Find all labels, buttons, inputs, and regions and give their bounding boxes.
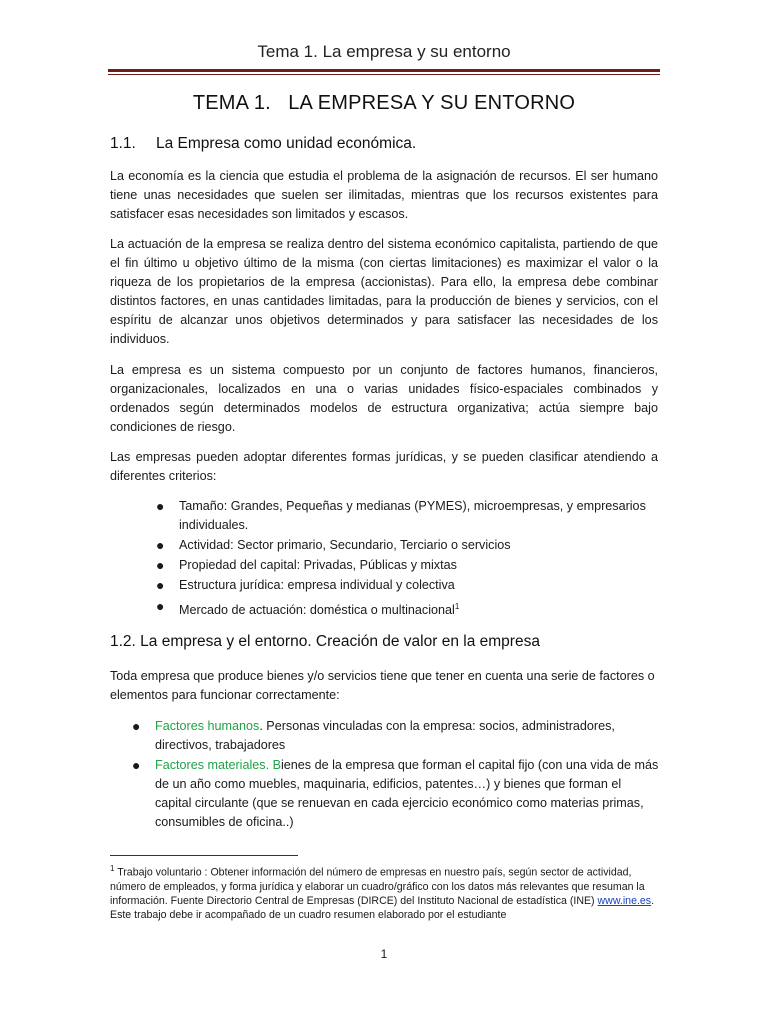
paragraph: Toda empresa que produce bienes y/o servicios tiene que tener en cuenta una serie de factores o elementos para funcionar correctamente: (110, 669, 655, 702)
footnote: $^1$ Trabajo voluntario : Obtener información del número de empresas en nuestro país, según sector de actividad, número de empleados, y forma jurídica y elaborar un cuadro/gráfico con los datos más relevantes que resuman la información. Fuente Directorio Central de Empresas (DIRCE) del Instituto Nacional de estadística (INE) www.ine.es. Este trabajo debe ir acompañado de un cuadro resumen elaborado por el estudiante (110, 864, 655, 922)
section-title: La Empresa como unidad económica. (156, 135, 417, 152)
bullet-icon: ● (156, 498, 165, 514)
header-rule (108, 69, 660, 75)
list-item: ● Mercado de actuación: doméstica o multinacional$^1$ (156, 598, 460, 618)
bullet-icon: ● (156, 537, 165, 553)
page-number: 1 (380, 947, 388, 961)
list-item: ● Factores humanos. Personas vinculadas con la empresa: socios, administradores, directivos, trabajadores (132, 718, 615, 752)
criteria-list (156, 497, 659, 620)
document-title: TEMA 1. LA EMPRESA Y SU ENTORNO (192, 92, 576, 114)
footnote-separator (110, 855, 298, 856)
paragraph: La empresa es un sistema compuesto por un conjunto de factores humanos, financieros, organizacionales, localizados en una o varias unidades físico-espaciales combinados y ordenados según determinados modelos de estructura organizativa; actúa siempre bajo condiciones de riesgo. (110, 363, 658, 434)
running-header: Tema 1. La empresa y su entorno (257, 42, 511, 61)
paragraph: La economía es la ciencia que estudia el problema de la asignación de recursos. El ser humano tiene unas necesidades que suelen ser ilimitadas, mientras que los recursos existentes para satisfacer esas necesidades son limitados y escasos. (110, 169, 658, 221)
section-number: 1.1. (110, 135, 136, 152)
factor-label: Factores humanos (155, 719, 260, 733)
list-item: ● Factores materiales. Bienes de la empresa que forman el capital fijo (con una vida de más de un año como muebles, maquinaria, edificios, patentes…) y bienes que forman el capital circulante (que se renuevan en cada ejercicio económico como materias primas, consumibles de oficina..) (132, 757, 659, 829)
bullet-icon: ● (156, 598, 165, 614)
list-item: ● Actividad: Sector primario, Secundario, Terciario o servicios (156, 537, 511, 553)
section-heading-1-2: 1.2. La empresa y el entorno. Creación de valor en la empresa (110, 633, 540, 650)
paragraph: Las empresas pueden adoptar diferentes formas jurídicas, y se pueden clasificar atendiendo a diferentes criterios: (110, 450, 658, 483)
bullet-icon: ● (156, 577, 165, 593)
list-item: ● Estructura jurídica: empresa individual y colectiva (156, 577, 455, 593)
bullet-icon: ● (156, 557, 165, 573)
footnote-reference[interactable]: 1 (454, 602, 460, 611)
factor-label: Factores materiales. B (155, 758, 281, 772)
paragraph: La actuación de la empresa se realiza dentro del sistema económico capitalista, partiendo de que el fin último u objetivo último de la misma (con ciertas limitaciones) es maximizar el valor o la riqueza de los propietarios de la empresa (accionistas). Para ello, la empresa debe combinar distintos factores, en unas cantidades limitadas, para la producción de bienes y servicios, con el espíritu de alcanzar unos objetivos determinados y para satisfacer las necesidades de los individuos. (110, 237, 658, 346)
footnote-marker: 1 (110, 864, 115, 873)
factors-list (132, 717, 659, 832)
section-heading-1-1 (110, 135, 416, 153)
ine-link[interactable]: www.ine.es (597, 894, 652, 907)
list-item: ● Tamaño: Grandes, Pequeñas y medianas (PYMES), microempresas, y empresarios individuales. (156, 498, 646, 532)
bullet-icon: ● (132, 757, 141, 773)
list-item: ● Propiedad del capital: Privadas, Públicas y mixtas (156, 557, 457, 573)
bullet-icon: ● (132, 718, 141, 734)
